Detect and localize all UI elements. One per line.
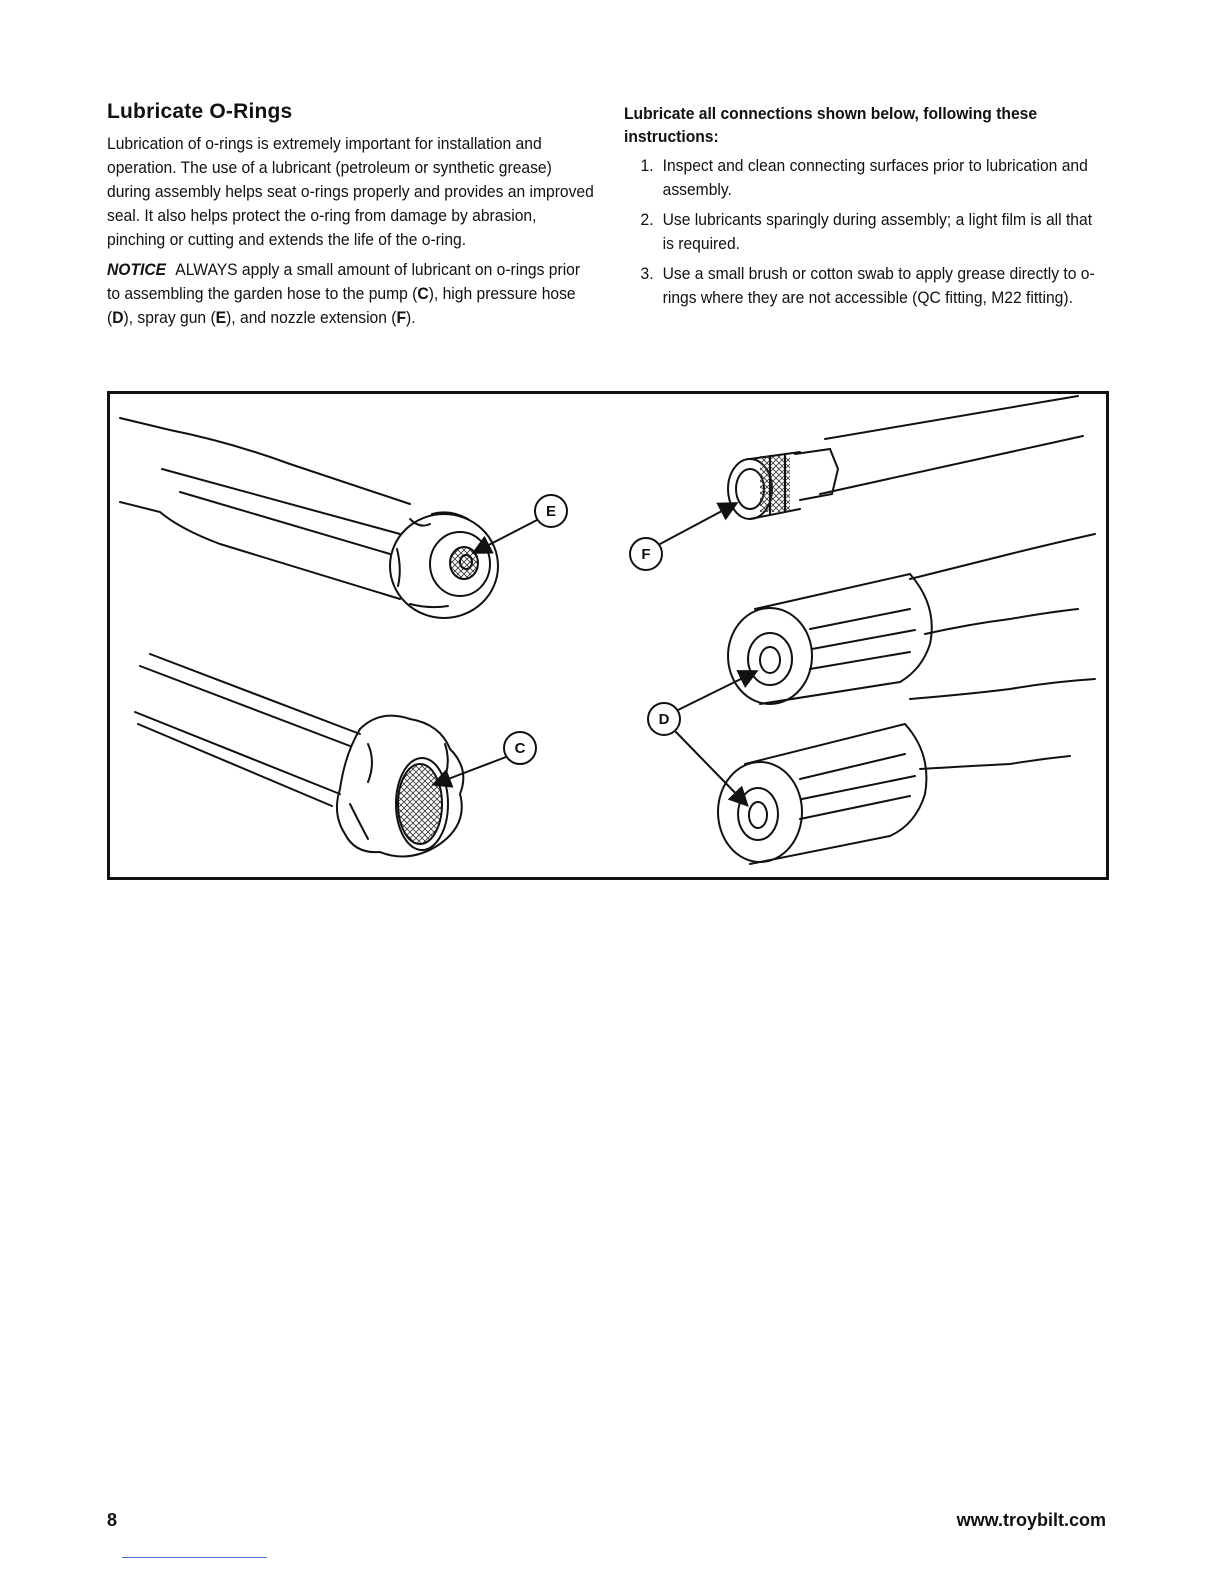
notice-ref-e: E bbox=[215, 308, 227, 327]
notice-label: NOTICE bbox=[107, 260, 167, 279]
step-number: 3. bbox=[640, 264, 654, 283]
step-number: 2. bbox=[640, 210, 654, 229]
left-column bbox=[107, 100, 597, 336]
notice-ref-f: F bbox=[396, 308, 407, 327]
spray-gun-fitting bbox=[120, 418, 498, 618]
notice-paragraph bbox=[107, 258, 595, 330]
page-number: 8 bbox=[107, 1510, 118, 1530]
instruction-step bbox=[624, 154, 1107, 202]
callout-c-label: C bbox=[514, 740, 526, 757]
notice-text-1: ALWAYS apply a small amount of lubricant on o-rings prior to assembling the garden hose to the pump ( bbox=[107, 260, 581, 303]
section-title: Lubricate O-Rings bbox=[107, 100, 293, 123]
garden-hose-fitting bbox=[135, 654, 463, 857]
step-text: Use lubricants sparingly during assembly; a light film is all that is required. bbox=[662, 210, 1093, 253]
arrow-c bbox=[435, 757, 506, 784]
arrow-d-upper bbox=[678, 672, 755, 710]
notice-ref-c: C bbox=[417, 284, 429, 303]
step-text: Use a small brush or cotton swab to apply grease directly to o-rings where they are not accessible (QC fitting, M22 fitting). bbox=[662, 264, 1095, 307]
connections-figure bbox=[107, 391, 1109, 880]
figure-illustration bbox=[110, 394, 1106, 877]
footer-url[interactable]: www.troybilt.com bbox=[956, 1510, 1106, 1530]
notice-ref-d: D bbox=[112, 308, 124, 327]
nozzle-extension-fitting bbox=[728, 396, 1083, 519]
step-text: Inspect and clean connecting surfaces prior to lubrication and assembly. bbox=[662, 156, 1088, 199]
notice-text-4: ), and nozzle extension ( bbox=[226, 308, 397, 327]
instructions-heading: Lubricate all connections shown below, following these instructions: bbox=[624, 104, 1038, 146]
callout-e-label: E bbox=[545, 503, 557, 520]
arrow-e bbox=[475, 520, 537, 552]
notice-text-2: ), high pressure hose ( bbox=[107, 284, 576, 327]
lubrication-paragraph: Lubrication of o-rings is extremely important for installation and operation. The use of a lubricant (petroleum or synthetic grease) during assembly helps seat o-rings properly and provides an improved seal. It also helps protect the o-ring from damage by abrasion, pinching or cutting and extends the life of the o-ring. bbox=[107, 134, 594, 249]
step-number: 1. bbox=[640, 156, 654, 175]
right-column bbox=[624, 100, 1114, 316]
high-pressure-hose-fittings bbox=[718, 534, 1095, 864]
footer-rule bbox=[122, 1557, 267, 1558]
callout-f-label: F bbox=[641, 546, 651, 563]
instruction-step bbox=[624, 262, 1107, 310]
instruction-step bbox=[624, 208, 1107, 256]
notice-text-5: ). bbox=[406, 308, 416, 327]
callout-d-label: D bbox=[658, 711, 670, 728]
arrow-f bbox=[660, 504, 735, 544]
instruction-list bbox=[624, 154, 1114, 310]
arrow-d-lower bbox=[675, 731, 746, 804]
notice-text-3: ), spray gun ( bbox=[123, 308, 216, 327]
